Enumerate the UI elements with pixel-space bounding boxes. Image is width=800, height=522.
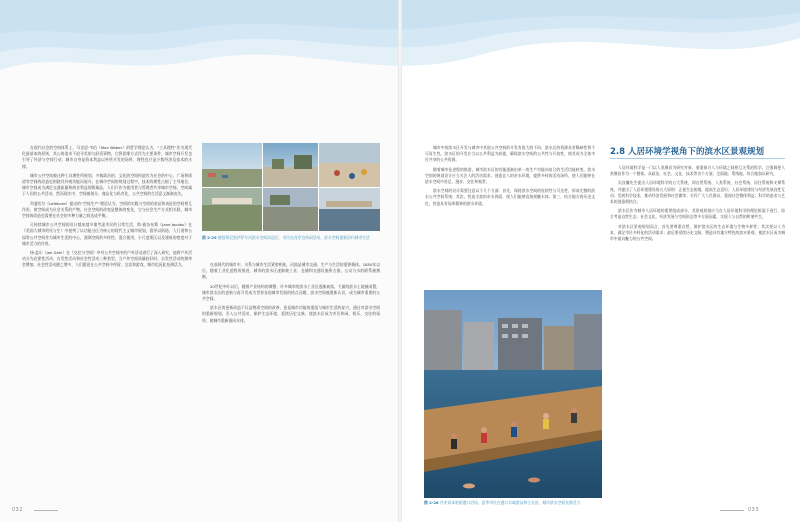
figure-number: 图 2-25 bbox=[202, 235, 217, 240]
heading-divider bbox=[610, 158, 785, 159]
left-col1-text bbox=[22, 145, 192, 505]
paragraph: 随着城市化进程的推进，城市滨水区的功能逐渐由单一的生产功能向复合的生活功能转变。滨水空间的规划设计应当关注人的活动需求，创造宜人的亲水环境，提供多样的活动场所，使人们能够在滨水空间中驻足、漫步、交往和观赏。 bbox=[425, 166, 595, 185]
paragraph: 对滨水区景观规划而言，首先要尊重自然，保护滨水区的生态环境与生物多样性；其次要以人为本，满足市民多样化的活动需求；最后要延续历史文脉，塑造具有地方特色的滨水景观，使滨水区成为城市中最具魅力的公共空间。 bbox=[610, 223, 785, 242]
page-number-rule bbox=[720, 510, 744, 511]
paragraph: 人居环境科学是一门以人类聚居为研究对象，着重探讨人与环境之间相互关系的科学。它强调把人类聚居作为一个整体，从政治、社会、文化、技术等各个方面，全面地、系统地、综合地加以研究。 bbox=[610, 165, 785, 177]
left-col2-text bbox=[202, 262, 380, 502]
right-col2-text bbox=[610, 165, 785, 500]
paragraph: 20世纪中叶以后，随着产业结构的调整，许多城市的滨水工业区逐渐衰落，大量的滨水土地被闲置，城市滨水区的更新与再开发成为世界各国城市发展的热点问题，滨水空间被重新认识，成为城市重要的公共空间。 bbox=[202, 283, 380, 302]
left-page-number: 032 bbox=[12, 507, 24, 513]
riverbank-photo-collage bbox=[202, 143, 380, 231]
paragraph: 滨水空间的设计需要注意以下几个方面：首先，保持滨水空间的连续性与可达性，形成完整的滨水公共空间系统；其次，营造丰富的亲水界面，使人们能够直接接触水体；第三，结合地方的历史文化，营造具有场所精神的滨水环境。 bbox=[425, 188, 595, 206]
caption-text: 德国慕尼黑伊萨尔河滨水空间改造后，市民在河岸边休闲活动，滨水空间重新回归城市生活 bbox=[217, 235, 370, 240]
paragraph: 滨水区作为城市人居环境的重要组成部分，其景观规划应当在人居环境科学的理论框架下进行，综合考虑自然生态、社会文化、经济发展与空间形态等多方面因素，实现人与自然的和谐共生。 bbox=[610, 208, 785, 220]
paragraph: 在现代社会的空间体系上，马克思·韦伯（Max Weber）的哲学理论认为，“工具理性”作为现代化最基本的原则，其心的追求不追寻美的与舒适事物，它将思维方式作为主要条件，城市空间开发也引导了经济与空间行动；城市自身是资本利益以外所开发的场所，理性也只是少数经济及技术的支撑。 bbox=[22, 145, 192, 169]
figure-number: 图 2-26 bbox=[424, 500, 439, 505]
paragraph: 列斐伏尔（Lefebvre）提出的“空间生产”理论认为，空间的实践与空间的表征和表征的空间相互作用，使空间成为社会关系的产物。社会空间的改变是整体的变化，它与社会生产方式相关联，城市空间的改造也需要在社会的多种力量之间达成平衡。 bbox=[22, 200, 192, 219]
page-number-rule bbox=[34, 510, 58, 511]
right-page-number: 033 bbox=[748, 507, 760, 513]
harbour-bath-photo bbox=[424, 290, 602, 498]
paragraph: 扬·盖尔（Jan Gehl）在《交往与空间》中对公共空间中的户外活动进行了深入研究，他将户外活动分为必要性活动、自发性活动和社会性活动三种类型。当户外空间质量较好时，自发性活动的频率会增加，社会性活动随之增多，人们愿意在公共空间中停留、交谈和游戏，城市也因此充满活力。 bbox=[22, 250, 192, 268]
paragraph: 城市公共空间被这种工具理性所规划，多数政治的、文化的空间构造作为社会的中心，广场和街道等空间的改造也围绕其外观功能而展开。在城市空间的规划过程中，技术的理性占据了主导地位，城市空间成为满足交通流量和商业利益的附属品，人们只作为使用者与管理者共享城市空间。空间属于人们的公共活动，然而现实中，空间被划分、商品化与私有化，公共空间的生活意义渐渐丧失。 bbox=[22, 172, 192, 197]
paragraph: 城市中的滨水区开发与城市中其他公共空间的开发有很大的不同，滨水区的资源具有稀缺性和不可再生性。滨水区的开发应当以公共利益为前提，确保滨水空间的公共性与开放性，使其成为全体市民共享的公共资源。 bbox=[425, 145, 595, 163]
figure-caption bbox=[424, 500, 602, 505]
paragraph: 吴良镛先生提出人居环境科学的五大系统，即自然系统、人类系统、社会系统、居住系统和支撑系统，并提出了人居环境建设的五大原则：正视生态困境，提高生态意识；人居环境建设与经济发展良性互动；发展科学技术，推动经济发展和社会繁荣；关怀广大人民群众，重视社会整体利益；科学的追求与艺术的创造相结合。 bbox=[610, 180, 785, 205]
caption-text: 丹麦哥本哈根港口浴场，夏季市民在港口水域游泳和日光浴，城市滨水空间充满活力 bbox=[439, 500, 581, 505]
figure-caption bbox=[202, 235, 380, 240]
section-heading: 2.8 人居环境学视角下的滨水区景观规划 bbox=[610, 147, 765, 157]
right-col1-text bbox=[425, 145, 595, 283]
book-gutter bbox=[398, 0, 402, 522]
paragraph: 可持续城市公共空间的设计越来越多地考虑市民的日常生活，简·雅各布斯（Jane Jacobs）在《美国大城市的死与生》中批判了以功能分区为核心的现代主义城市规划，倡导以街道、人行道和公园等公共空间作为城市生活的中心，强调空间的多样性、混合使用、小尺度街区以及建筑的密度对于城市活力的作用。 bbox=[22, 222, 192, 246]
paragraph: 在前现代的城市中，水系与城市生活紧密相连，河流是城市交通、生产与生活的重要载体。1850年以后，随着工业化进程的推进，城市的滨水区逐渐被工业、仓储和交通设施所占据，公众与水的联系被割断。 bbox=[202, 262, 380, 280]
paragraph: 滨水区的更新改造不仅是物质空间的改善，更是城市功能的重组与城市生活的复兴。通过对滨水空间的重新规划，引入公共活动，保护生态环境，延续历史文脉，使滨水区成为市民休闲、娱乐、交往的场所，使城市重新面向水体。 bbox=[202, 305, 380, 323]
